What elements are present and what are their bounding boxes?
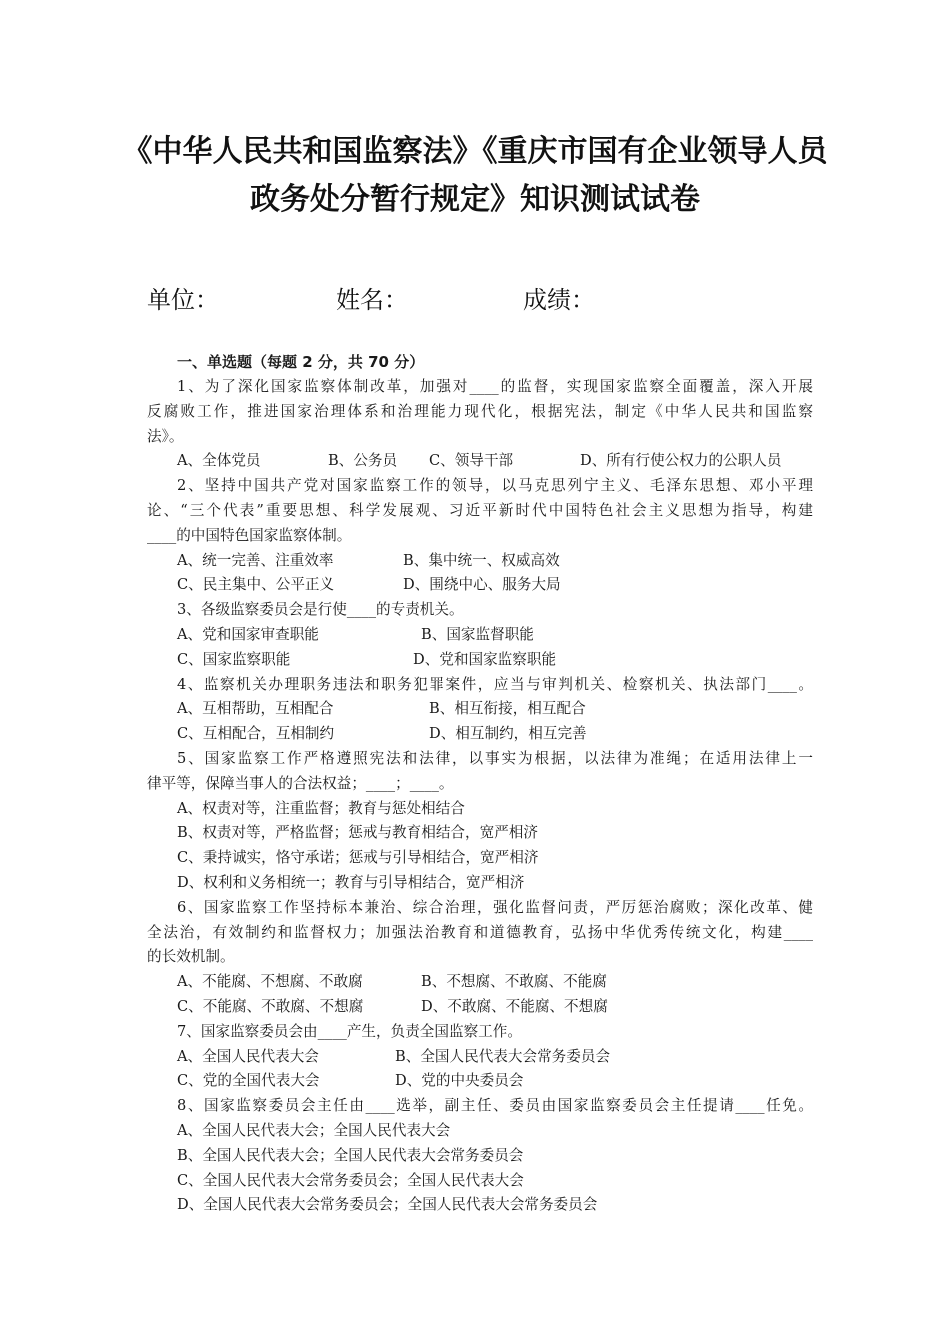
option-b: B、相互衔接，相互配合 [429, 700, 586, 718]
option-c: C、民主集中、公平正义 [177, 576, 335, 594]
option-c: C、不能腐、不敢腐、不想腐 [177, 997, 364, 1015]
name-label: 姓名： [336, 286, 408, 314]
option-b: B、全国人民代表大会常务委员会 [395, 1047, 611, 1065]
option-b: B、集中统一、权威高效 [403, 551, 560, 569]
question-2-text: 2、坚持中国共产党对国家监察工作的领导，以马克思列宁主义、毛泽东思想、邓小平理 [177, 477, 813, 495]
question-7-options [147, 1045, 813, 1070]
question-8-option-c: C、全国人民代表大会常务委员会；全国人民代表大会 [177, 1171, 524, 1189]
option-d: D、围绕中心、服务大局 [403, 576, 561, 594]
question-6-options [147, 970, 813, 995]
question-1-text: 法》。 [147, 427, 184, 445]
option-a: A、统一完善、注重效率 [177, 551, 334, 569]
option-a: A、全体党员 [177, 452, 261, 470]
question-5-text: 5、国家监察工作严格遵照宪法和法律，以事实为根据，以法律为准绳；在适用法律上一 [177, 749, 813, 767]
option-c: C、国家监察职能 [177, 650, 291, 668]
question-2-text: ____的中国特色国家监察体制。 [147, 526, 352, 544]
option-b: B、公务员 [328, 452, 398, 470]
question-6-text: 6、国家监察工作坚持标本兼治、综合治理，强化监督问责，严厉惩治腐败；深化改革、健 [177, 898, 813, 916]
question-5-option-b: B、权责对等，严格监督；惩戒与教育相结合，宽严相济 [177, 824, 538, 842]
question-5-option-d: D、权利和义务相统一；教育与引导相结合，宽严相济 [177, 873, 525, 891]
option-d: D、党和国家监察职能 [413, 650, 557, 668]
question-3-options [147, 648, 813, 673]
question-6-text: 全法治，有效制约和监督权力；加强法治教育和道德教育，弘扬中华优秀传统文化，构建____ [147, 923, 813, 941]
option-d: D、相互制约，相互完善 [429, 725, 587, 743]
option-c: C、党的全国代表大会 [177, 1072, 320, 1090]
question-2-text: 论、“三个代表”重要思想、科学发展观、习近平新时代中国特色社会主义思想为指导，构建 [147, 501, 813, 519]
question-4-options [147, 722, 813, 747]
exam-title-line-1: 《中华人民共和国监察法》《重庆市国有企业领导人员 [122, 134, 828, 169]
question-3-text: 3、各级监察委员会是行使____的专责机关。 [177, 601, 464, 619]
option-c: C、互相配合，互相制约 [177, 725, 335, 743]
option-b: B、国家监督职能 [421, 625, 534, 643]
exam-info-row [0, 285, 950, 315]
option-d: D、党的中央委员会 [395, 1072, 524, 1090]
question-5-option-c: C、秉持诚实，恪守承诺；惩戒与引导相结合，宽严相济 [177, 849, 539, 867]
option-a: A、党和国家审查职能 [177, 625, 319, 643]
option-b: B、不想腐、不敢腐、不能腐 [421, 973, 607, 991]
option-d: D、不敢腐、不能腐、不想腐 [421, 997, 608, 1015]
question-2-options [147, 549, 813, 574]
question-4-options [147, 697, 813, 722]
option-c: C、领导干部 [429, 452, 514, 470]
question-6-options [147, 995, 813, 1020]
question-8-option-b: B、全国人民代表大会；全国人民代表大会常务委员会 [177, 1146, 524, 1164]
question-1-text: 1、为了深化国家监察体制改革，加强对____的监督，实现国家监察全面覆盖，深入开展 [177, 378, 813, 395]
question-1-options [147, 449, 813, 474]
question-7-options [147, 1069, 813, 1094]
question-4-text: 4、监察机关办理职务违法和职务犯罪案件，应当与审判机关、检察机关、执法部门____。 [177, 675, 813, 693]
option-a: A、全国人民代表大会 [177, 1047, 319, 1065]
exam-title-line-2: 政务处分暂行规定》知识测试试卷 [250, 182, 700, 217]
question-5-text: 律平等，保障当事人的合法权益；____；____。 [147, 774, 454, 792]
section-heading: 一、单选题（每题 2 分，共 70 分） [177, 353, 425, 371]
unit-label: 单位： [147, 286, 219, 314]
option-d: D、所有行使公权力的公职人员 [580, 452, 782, 470]
question-3-options [147, 623, 813, 648]
question-7-text: 7、国家监察委员会由____产生，负责全国监察工作。 [177, 1022, 522, 1040]
option-a: A、不能腐、不想腐、不敢腐 [177, 973, 363, 991]
score-label: 成绩： [523, 286, 595, 314]
question-2-options [147, 573, 813, 598]
question-6-text: 的长效机制。 [147, 948, 235, 966]
question-5-option-a: A、权责对等，注重监督；教育与惩处相结合 [177, 799, 465, 817]
question-8-option-a: A、全国人民代表大会；全国人民代表大会 [177, 1121, 451, 1139]
option-a: A、互相帮助，互相配合 [177, 700, 334, 718]
question-1-text: 反腐败工作，推进国家治理体系和治理能力现代化，根据宪法，制定《中华人民共和国监察 [147, 402, 813, 420]
question-list [147, 375, 813, 1218]
question-8-text: 8、国家监察委员会主任由____选举，副主任、委员由国家监察委员会主任提请____任免。 [177, 1097, 813, 1115]
question-8-option-d: D、全国人民代表大会常务委员会；全国人民代表大会常务委员会 [177, 1196, 598, 1214]
